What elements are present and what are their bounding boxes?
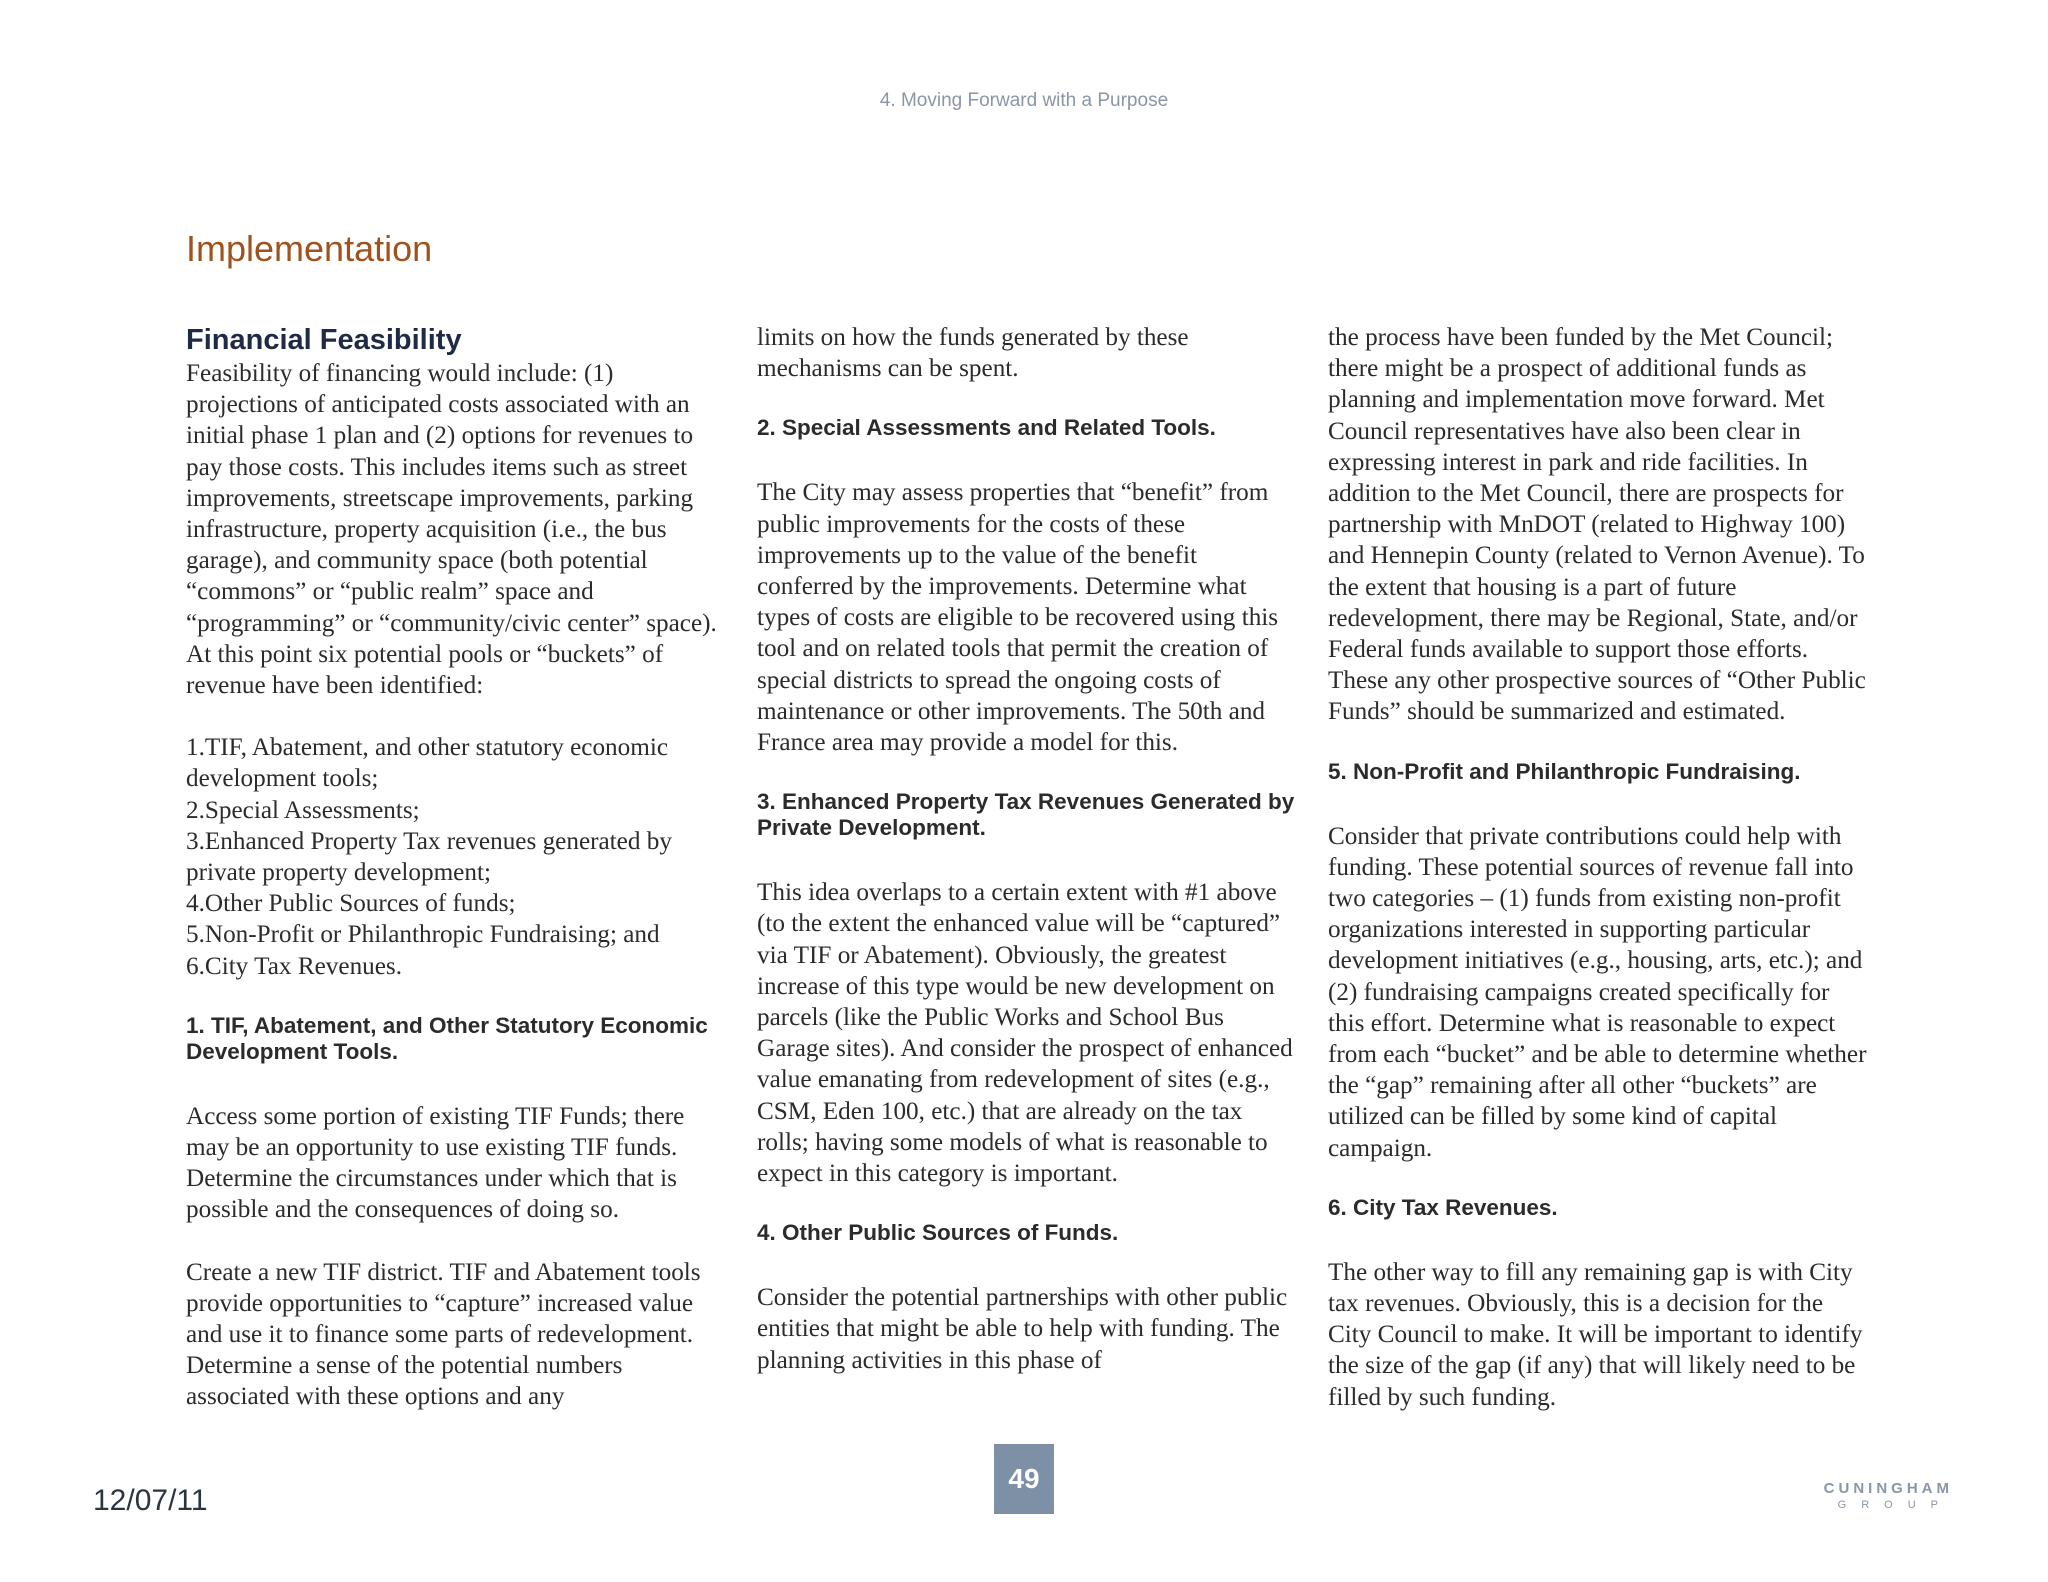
section-6-paragraph: The other way to fill any remaining gap is with City tax revenues. Obviously, this is a decision for the City Council to make. It will be important to identify the size of the gap (if any) that will likely need to be filled by such funding. [1328, 1258, 1863, 1411]
section-1-heading: 1. TIF, Abatement, and Other Statutory Economic Development Tools. [186, 1012, 708, 1064]
section-2-heading: 2. Special Assessments and Related Tools. [757, 415, 1216, 441]
list-item: 1.TIF, Abatement, and other statutory economic development tools; [186, 734, 669, 793]
footer-date: 12/07/11 [93, 1484, 208, 1517]
page-number-badge: 49 [994, 1444, 1054, 1514]
list-item: 3.Enhanced Property Tax revenues generated by private property development; [186, 827, 672, 887]
section-6-heading: 6. City Tax Revenues. [1328, 1194, 1558, 1220]
list-item: 2.Special Assessments; [186, 796, 420, 824]
section-4-heading: 4. Other Public Sources of Funds. [757, 1220, 1119, 1246]
section-3-heading: 3. Enhanced Property Tax Revenues Generated by Private Development. [757, 789, 1295, 841]
column-2 [757, 322, 1297, 1376]
logo-line-1: CUNINGHAM [1823, 1480, 1953, 1497]
financial-feasibility-heading: Financial Feasibility [186, 324, 462, 356]
running-header: 4. Moving Forward with a Purpose [879, 90, 1169, 111]
intro-paragraph: Feasibility of financing would include: (1) projections of anticipated costs associated with an initial phase 1 plan and (2) options for revenues to pay those costs. This includes items such as street improvements, streetscape improvements, parking infrastructure, property acquisition (i.e., the bus garage), and community space (both potential “commons” or “public realm” space and “programming” or “community/civic center” space). At this point six potential pools or “buckets” of revenue have been identified: [186, 360, 717, 700]
revenue-buckets-list [186, 732, 726, 982]
column-3 [1328, 322, 1868, 1413]
section-1-paragraph-2: Create a new TIF district. TIF and Abatement tools provide opportunities to “capture” increased value and use it to finance some parts of redevelopment. Determine a sense of the potential numbers associated with these options and any [186, 1258, 701, 1411]
column-1 [186, 322, 726, 1413]
section-4-paragraph: Consider the potential partnerships with other public entities that might be able to help with funding. The planning activities in this phase of [757, 1284, 1288, 1374]
section-3-paragraph: This idea overlaps to a certain extent with #1 above (to the extent the enhanced value will be “captured” via TIF or Abatement). Obviously, the greatest increase of this type would be new development on parcels (like the Public Works and School Bus Garage sites). And consider the prospect of enhanced value emanating from redevelopment of sites (e.g., CSM, Eden 100, etc.) that are already on the tax rolls; having some models of what is reasonable to expect in this category is important. [757, 879, 1293, 1188]
section-2-paragraph: The City may assess properties that “benefit” from public improvements for the costs of these improvements up to the value of the benefit conferred by the improvements. Determine what types of costs are eligible to be recovered using this tool and on related tools that permit the creation of special districts to spread the ongoing costs of maintenance or other improvements. The 50th and France area may provide a model for this. [757, 479, 1279, 757]
section-5-paragraph: Consider that private contributions could help with funding. These potential sources of revenue fall into two categories – (1) funds from existing non-profit organizations interested in supporting particular development initiatives (e.g., housing, arts, etc.); and (2) fundraising campaigns created specifically for this effort. Determine what is reasonable to expect from each “bucket” and be able to determine whether the “gap” remaining after all other “buckets” are utilized can be filled by some kind of capital campaign. [1328, 822, 1867, 1162]
continued-paragraph: the process have been funded by the Met Council; there might be a prospect of additional funds as planning and implementation move forward. Met Council representatives have also been clear in expressing interest in park and ride facilities. In addition to the Met Council, there are prospects for partnership with MnDOT (related to Highway 100) and Hennepin County (related to Vernon Avenue). To the extent that housing is a part of future redevelopment, there may be Regional, State, and/or Federal funds available to support those efforts. These any other prospective sources of “Other Public Funds” should be summarized and estimated. [1328, 324, 1866, 726]
section-1-paragraph-1: Access some portion of existing TIF Funds; there may be an opportunity to use existing TIF funds. Determine the circumstances under which that is possible and the consequences of doing so. [186, 1102, 685, 1224]
list-item: 5.Non-Profit or Philanthropic Fundraising; and [186, 921, 660, 949]
section-title: Implementation [186, 228, 433, 269]
continued-paragraph: limits on how the funds generated by these mechanisms can be spent. [757, 324, 1189, 383]
section-5-heading: 5. Non-Profit and Philanthropic Fundraising. [1328, 758, 1801, 784]
cuningham-group-logo [1818, 1480, 1953, 1511]
list-item: 4.Other Public Sources of funds; [186, 890, 516, 918]
list-item: 6.City Tax Revenues. [186, 952, 403, 980]
logo-line-2: GROUP [1837, 1499, 1953, 1511]
